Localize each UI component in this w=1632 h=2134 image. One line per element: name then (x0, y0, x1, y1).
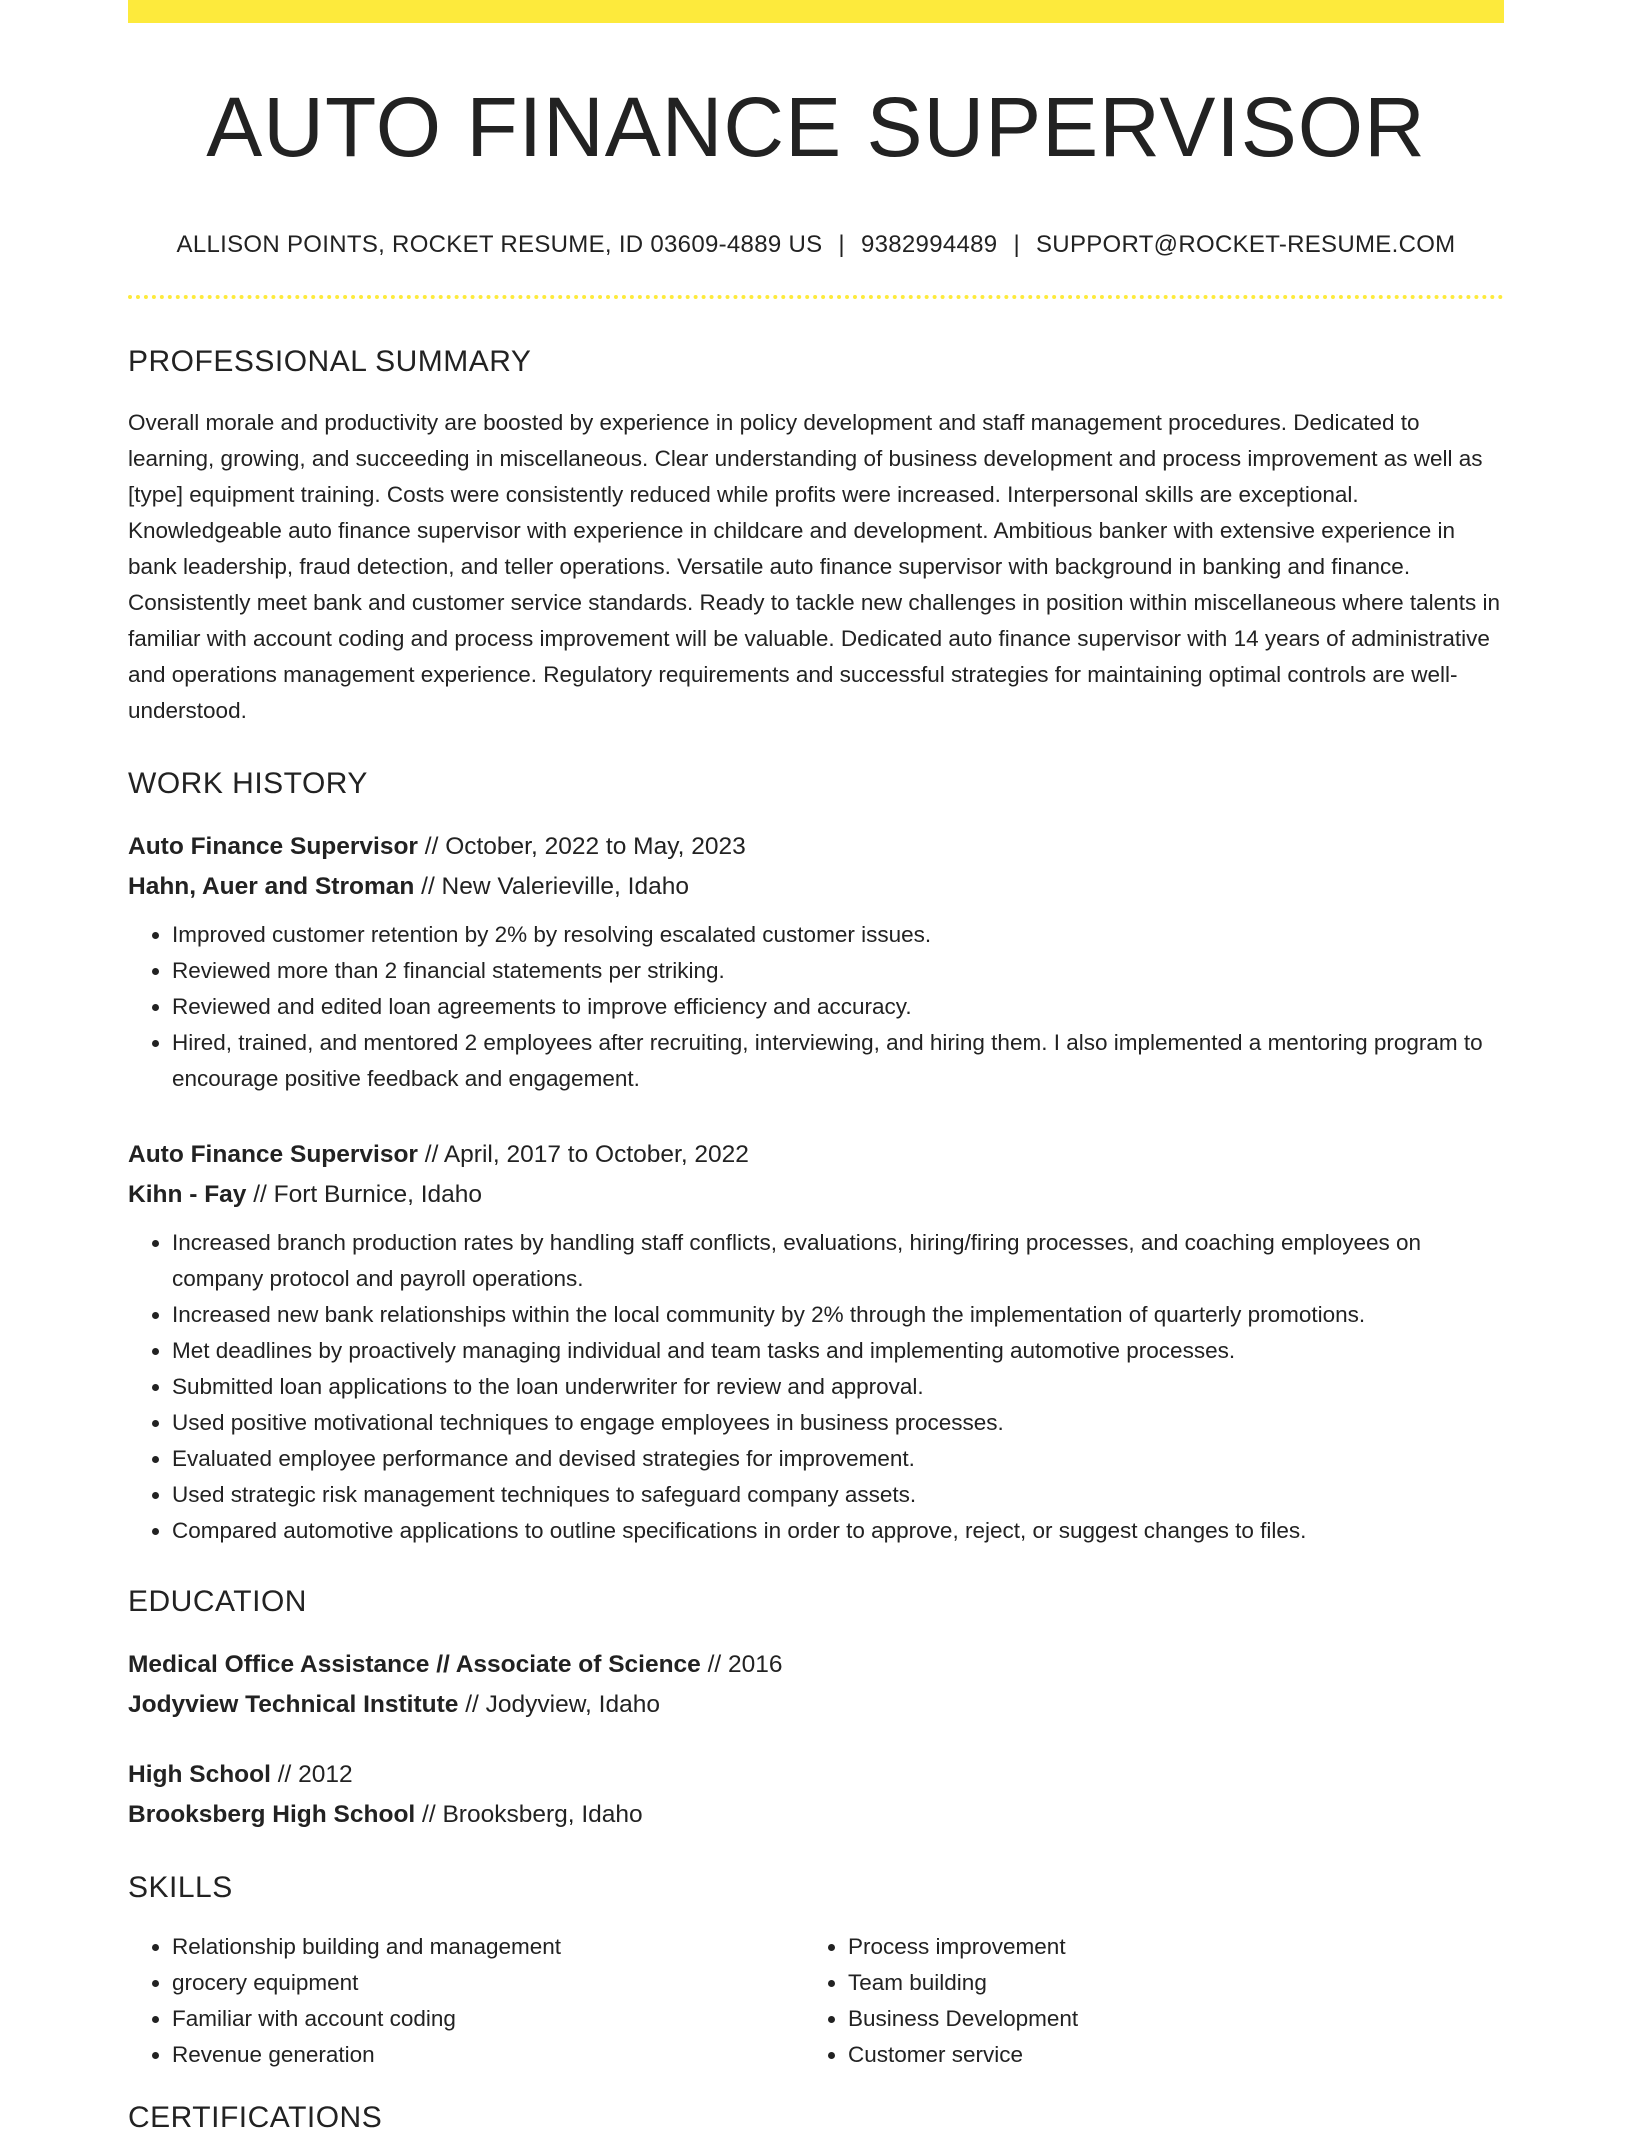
job-dates: // April, 2017 to October, 2022 (417, 1141, 749, 1168)
education-school: Jodyview Technical Institute (128, 1691, 459, 1718)
job-company: Hahn, Auer and Stroman (128, 873, 415, 900)
skill-item: • Familiar with account coding (172, 2001, 804, 2037)
education-year: // 2012 (270, 1761, 353, 1788)
contact-phone: 9382994489 (860, 231, 998, 258)
job-location: // New Valerieville, Idaho (414, 873, 689, 900)
job-company-line (128, 1175, 1504, 1215)
job-company-line (128, 867, 1504, 907)
job-entry (128, 1135, 1504, 1549)
work-history-heading: WORK HISTORY (128, 767, 368, 800)
job-title-line (128, 1135, 1504, 1175)
contact-separator: | (838, 231, 845, 258)
skill-item: • Process improvement (848, 1929, 1480, 1965)
contact-address: ALLISON POINTS, ROCKET RESUME, ID 03609-4889 US (176, 231, 823, 258)
education-location: // Brooksberg, Idaho (415, 1801, 643, 1828)
education-degree: High School (128, 1761, 271, 1788)
job-role: Auto Finance Supervisor (128, 833, 418, 860)
education-school-line (128, 1795, 1504, 1835)
education-heading: EDUCATION (128, 1585, 307, 1618)
education-year: // 2016 (700, 1651, 783, 1678)
education-entry (128, 1755, 1504, 1835)
summary-heading: PROFESSIONAL SUMMARY (128, 345, 532, 378)
job-title-line (128, 827, 1504, 867)
top-accent-bar (128, 0, 1504, 23)
job-bullet: • Reviewed and edited loan agreements to improve efficiency and accuracy. (172, 989, 1504, 1025)
skill-item: • Business Development (848, 2001, 1480, 2037)
job-bullet: • Compared automotive applications to outline specifications in order to approve, reject, or suggest changes to files. (172, 1513, 1504, 1549)
job-bullet: • Increased new bank relationships within the local community by 2% through the implementation of quarterly promotions. (172, 1297, 1504, 1333)
education-school: Brooksberg High School (128, 1801, 416, 1828)
skill-item: • Revenue generation (172, 2037, 804, 2073)
job-bullet: • Evaluated employee performance and devised strategies for improvement. (172, 1441, 1504, 1477)
education-degree-line (128, 1645, 1504, 1685)
job-bullet: • Submitted loan applications to the loan underwriter for review and approval. (172, 1369, 1504, 1405)
job-bullet: • Hired, trained, and mentored 2 employees after recruiting, interviewing, and hiring them. I also implemented a mentoring program to encourage positive feedback and engagement. (172, 1025, 1504, 1097)
resume-page (128, 0, 1504, 2133)
education-location: // Jodyview, Idaho (458, 1691, 660, 1718)
job-entry (128, 827, 1504, 1097)
job-bullet: • Used positive motivational techniques to engage employees in business processes. (172, 1405, 1504, 1441)
job-company: Kihn - Fay (128, 1181, 247, 1208)
job-role: Auto Finance Supervisor (128, 1141, 418, 1168)
certifications-heading: CERTIFICATIONS (128, 2101, 383, 2134)
skills-column-right (804, 1929, 1480, 2073)
summary-text: Overall morale and productivity are boosted by experience in policy development and staff management procedures. Dedicated to learning, growing, and succeeding in miscellaneous. Clear understanding of business development and process improvement as well as [type] equipment training. Costs were consistently reduced while profits were increased. Interpersonal skills are exceptional. Knowledgeable auto finance supervisor with experience in childcare and development. Ambitious banker with extensive experience in bank leadership, fraud detection, and teller operations. Versatile auto finance supervisor with background in banking and finance. Consistently meet bank and customer service standards. Ready to tackle new challenges in position within miscellaneous where talents in familiar with account coding and process improvement will be valuable. Dedicated auto finance supervisor with 14 years of administrative and operations management experience. Regulatory requirements and successful strategies for maintaining optimal controls are well-understood. (128, 410, 1500, 723)
education-entry (128, 1645, 1504, 1725)
job-bullet: • Increased branch production rates by handling staff conflicts, evaluations, hiring/firing processes, and coaching employees on company protocol and payroll operations. (172, 1225, 1504, 1297)
education-school-line (128, 1685, 1504, 1725)
job-location: // Fort Burnice, Idaho (246, 1181, 483, 1208)
education-degree-line (128, 1755, 1504, 1795)
skills-grid (128, 1929, 1504, 2073)
education-degree: Medical Office Assistance // Associate of Science (128, 1651, 701, 1678)
contact-email: SUPPORT@ROCKET-RESUME.COM (1036, 231, 1456, 258)
skills-column-left (128, 1929, 804, 2073)
job-bullets (128, 1225, 1504, 1549)
skills-heading: SKILLS (128, 1871, 233, 1904)
skill-item: • Team building (848, 1965, 1480, 2001)
job-bullets (128, 917, 1504, 1097)
skill-item: • grocery equipment (172, 1965, 804, 2001)
job-bullet: • Met deadlines by proactively managing individual and team tasks and implementing automotive processes. (172, 1333, 1504, 1369)
dotted-divider (128, 295, 1504, 299)
contact-line (128, 233, 1504, 257)
contact-separator: | (1013, 231, 1020, 258)
job-dates: // October, 2022 to May, 2023 (417, 833, 746, 860)
job-bullet: • Used strategic risk management techniques to safeguard company assets. (172, 1477, 1504, 1513)
job-bullet: • Reviewed more than 2 financial statements per striking. (172, 953, 1504, 989)
job-bullet: • Improved customer retention by 2% by resolving escalated customer issues. (172, 917, 1504, 953)
resume-name: AUTO FINANCE SUPERVISOR (206, 80, 1426, 174)
skill-item: • Customer service (848, 2037, 1480, 2073)
skill-item: • Relationship building and management (172, 1929, 804, 1965)
